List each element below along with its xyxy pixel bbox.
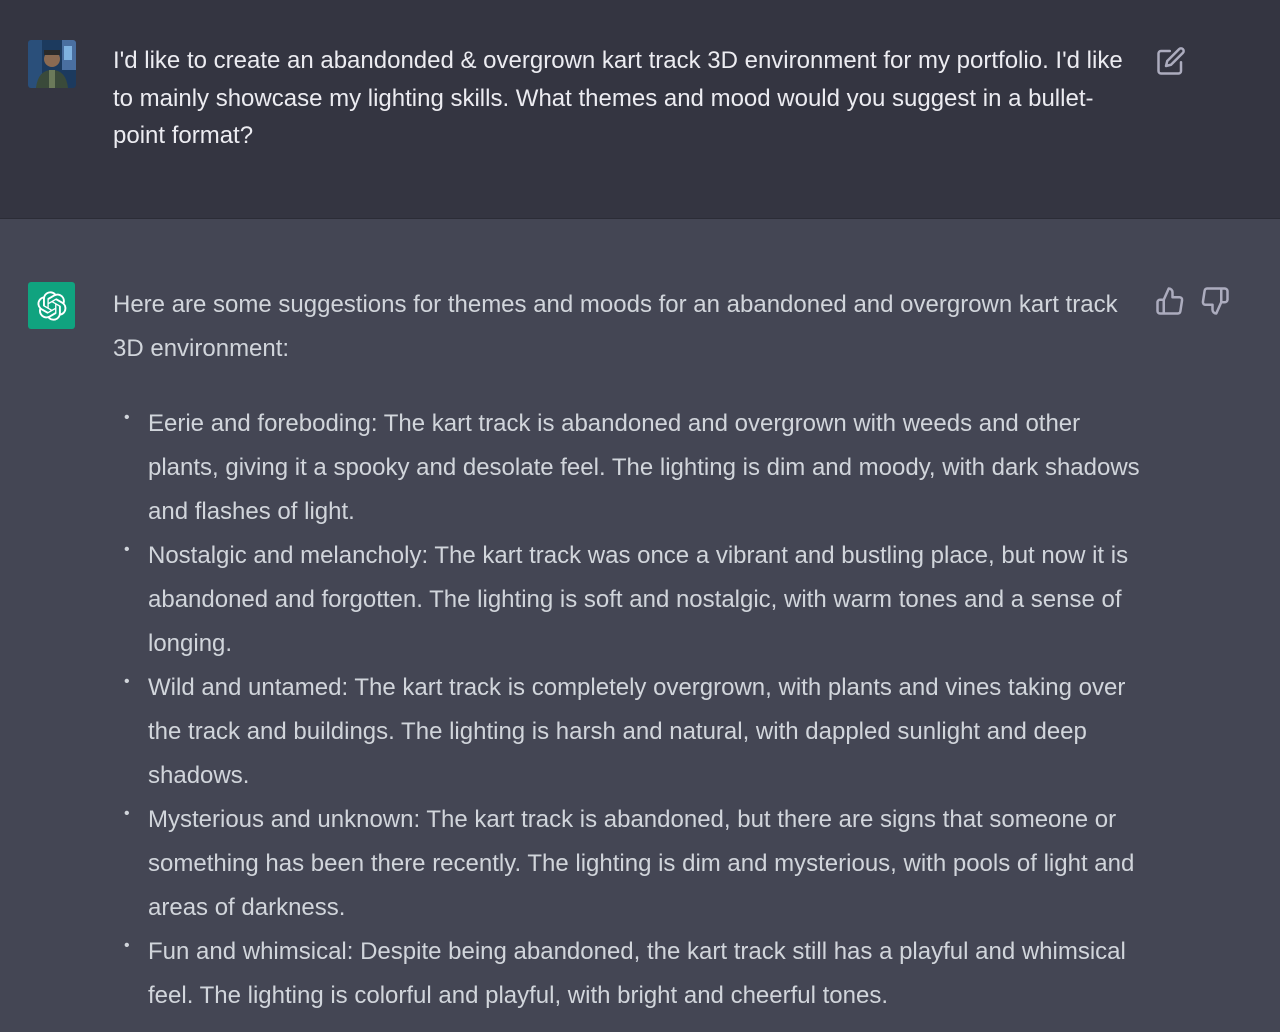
list-item-text: Nostalgic and melancholy: The kart track was once a vibrant and bustling place, but now it is abandoned and forgotten. The lighting is soft and nostalgic, with warm tones and a sense of longing. <box>148 542 1129 657</box>
edit-icon[interactable] <box>1156 46 1186 76</box>
user-avatar <box>28 40 76 88</box>
bullet-icon: • <box>124 409 130 426</box>
bullet-icon: • <box>124 937 130 954</box>
thumbs-up-icon[interactable] <box>1155 286 1185 316</box>
list-item-text: Eerie and foreboding: The kart track is abandoned and overgrown with weeds and other plants, giving it a spooky and desolate feel. The lighting is dim and moody, with dark shadows and flashes of light. <box>148 410 1140 525</box>
list-item <box>113 930 1143 1018</box>
thumbs-down-icon[interactable] <box>1200 286 1230 316</box>
bullet-icon: • <box>124 541 130 558</box>
list-item-text: Mysterious and unknown: The kart track is abandoned, but there are signs that someone or something has been there recently. The lighting is dim and mysterious, with pools of light and areas of darkness. <box>148 806 1135 921</box>
bullet-icon: • <box>124 673 130 690</box>
assistant-intro-text: Here are some suggestions for themes and moods for an abandoned and overgrown kart track 3D environment: <box>113 291 1118 362</box>
list-item-text: Wild and untamed: The kart track is completely overgrown, with plants and vines taking over the track and buildings. The lighting is harsh and natural, with dappled sunlight and deep shadows. <box>148 674 1126 789</box>
user-message-row <box>0 0 1280 219</box>
suggestion-list <box>113 402 1143 1018</box>
bullet-icon: • <box>124 805 130 822</box>
assistant-message-row <box>0 219 1280 1032</box>
list-item <box>113 402 1143 534</box>
openai-logo-icon <box>28 282 75 329</box>
list-item <box>113 666 1143 798</box>
list-item-text: Fun and whimsical: Despite being abandoned, the kart track still has a playful and whimsical feel. The lighting is colorful and playful, with bright and cheerful tones. <box>148 938 1126 1009</box>
list-item <box>113 534 1143 666</box>
user-message-text: I'd like to create an abandonded & overgrown kart track 3D environment for my portfolio. I'd like to mainly showcase my lighting skills. What themes and mood would you suggest in a bullet-point format? <box>113 47 1123 149</box>
list-item <box>113 798 1143 930</box>
